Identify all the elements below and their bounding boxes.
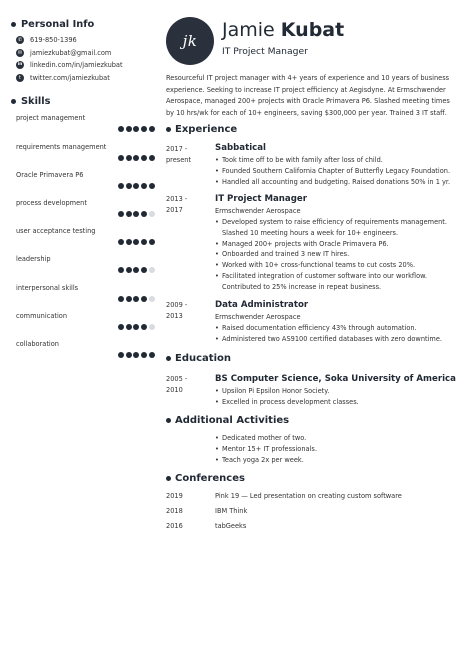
entry-date: [166, 300, 187, 322]
skill-name: communication: [16, 311, 67, 320]
bullet-item: • Facilitated integration of customer software into our workflow. Contributed to 25% increase in repeat business.: [215, 271, 455, 293]
entry-company: Ermschwender Aerospace: [215, 207, 301, 215]
twitter-text: twitter.com/jamiezkubat: [30, 74, 110, 83]
rating-dot-icon: [133, 239, 139, 245]
linkedin-text: linkedin.com/in/jamiezkubat: [30, 61, 123, 70]
rating-dot-icon: [126, 352, 132, 358]
email-text: jamiezkubat@gmail.com: [30, 48, 112, 57]
rating-dot-icon: [133, 324, 139, 330]
phone-text: 619-850-1396: [30, 36, 77, 45]
skill-item: [11, 199, 150, 227]
rating-dot-icon: [126, 267, 132, 273]
rating-dot-icon: [118, 211, 124, 217]
personal-info-title: Personal Info: [21, 18, 95, 30]
rating-dot-icon: [126, 296, 132, 302]
skill-name: interpersonal skills: [16, 283, 79, 292]
rating-dot-icon: [118, 324, 124, 330]
skill-item: [11, 255, 150, 283]
rating-dot-icon: [118, 239, 124, 245]
education-heading: [166, 353, 231, 364]
date-start: 2013 -: [166, 195, 188, 203]
rating-dot-icon: [149, 324, 155, 330]
rating-dot-icon: [118, 155, 124, 161]
date-end: present: [166, 156, 192, 164]
bullet-item: • Administered two AS9100 certified databases with zero downtime.: [215, 334, 455, 345]
phone-icon: ✆: [17, 37, 23, 44]
skill-rating: [118, 267, 156, 273]
bullet-item: • Worked with 10+ cross-functional teams to cut costs 20%.: [215, 260, 455, 271]
rating-dot-icon: [149, 126, 155, 132]
bullet-item: • Founded Southern California Chapter of Butterfly Legacy Foundation.: [215, 166, 455, 177]
skill-item: [11, 171, 150, 199]
contact-phone[interactable]: [16, 34, 150, 47]
experience-heading: [166, 124, 237, 135]
section-bullet-icon: [166, 418, 171, 423]
rating-dot-icon: [149, 211, 155, 217]
rating-dot-icon: [118, 267, 124, 273]
skill-rating: [118, 183, 156, 189]
conference-year: 2018: [166, 507, 183, 515]
rating-dot-icon: [149, 352, 155, 358]
avatar-initials: jk: [182, 32, 198, 50]
date-end: 2013: [166, 312, 183, 320]
conference-year: 2016: [166, 522, 183, 530]
bullet-item: • Managed 200+ projects with Oracle Primavera P6.: [215, 239, 455, 250]
conferences-title: Conferences: [175, 473, 245, 484]
section-bullet-icon: [166, 356, 171, 361]
experience-title: Experience: [175, 124, 238, 135]
conference-row: [166, 492, 456, 502]
conference-year: 2019: [166, 492, 183, 500]
skill-name: Oracle Primavera P6: [16, 170, 84, 179]
contact-twitter[interactable]: [16, 72, 150, 85]
skill-item: [11, 114, 150, 142]
skill-rating: [118, 211, 156, 217]
entry-bullets: [215, 155, 455, 187]
rating-dot-icon: [126, 211, 132, 217]
entry-role: IT Project Manager: [215, 194, 307, 204]
sidebar: [0, 0, 150, 670]
skill-rating: [118, 126, 156, 132]
skill-rating: [118, 155, 156, 161]
skill-item: [11, 284, 150, 312]
skill-rating: [118, 296, 156, 302]
activities-heading: [166, 415, 289, 426]
bullet-item: • Raised documentation efficiency 43% through automation.: [215, 323, 455, 334]
skill-name: process development: [16, 198, 87, 207]
entry-role: Sabbatical: [215, 143, 266, 153]
bullet-item: • Mentor 15+ IT professionals.: [215, 444, 455, 455]
bullet-item: • Handled all accounting and budgeting. Raised donations 50% in 1 yr.: [215, 177, 455, 188]
bullet-item: • Excelled in process development classes.: [215, 397, 455, 408]
skills-section: [11, 94, 150, 368]
section-bullet-icon: [11, 22, 16, 27]
conference-text: Pink 19 — Led presentation on creating custom software: [215, 492, 402, 500]
skill-item: [11, 340, 150, 368]
entry-bullets: [215, 323, 455, 345]
skill-name: leadership: [16, 255, 51, 264]
rating-dot-icon: [141, 267, 147, 273]
skill-item: [11, 312, 150, 340]
skills-heading: [11, 94, 150, 108]
entry-date: [166, 144, 191, 166]
section-bullet-icon: [166, 127, 171, 132]
skills-list: [11, 114, 150, 368]
rating-dot-icon: [133, 126, 139, 132]
rating-dot-icon: [118, 296, 124, 302]
education-bullets: [215, 386, 455, 408]
rating-dot-icon: [133, 183, 139, 189]
section-bullet-icon: [166, 476, 171, 481]
rating-dot-icon: [141, 296, 147, 302]
first-name: Jamie: [222, 19, 275, 41]
conference-row: [166, 522, 456, 532]
skill-item: [11, 143, 150, 171]
skill-name: project management: [16, 114, 86, 123]
education-title: Education: [175, 353, 231, 364]
rating-dot-icon: [133, 267, 139, 273]
job-title: IT Project Manager: [222, 46, 308, 57]
rating-dot-icon: [141, 126, 147, 132]
skill-name: requirements management: [16, 142, 107, 151]
contact-linkedin[interactable]: [16, 59, 150, 72]
conferences-heading: [166, 473, 245, 484]
rating-dot-icon: [133, 155, 139, 161]
rating-dot-icon: [126, 239, 132, 245]
skill-name: user acceptance testing: [16, 227, 96, 236]
date-start: 2017 -: [166, 145, 188, 153]
bullet-item: • Dedicated mother of two.: [215, 433, 455, 444]
personal-info-heading: [11, 17, 150, 31]
skill-rating: [118, 352, 156, 358]
entry-company: Ermschwender Aerospace: [215, 313, 301, 321]
rating-dot-icon: [118, 352, 124, 358]
conference-row: [166, 507, 456, 517]
email-icon: ✉: [17, 49, 23, 56]
candidate-name: [222, 19, 344, 41]
rating-dot-icon: [141, 324, 147, 330]
rating-dot-icon: [126, 155, 132, 161]
linkedin-icon: in: [17, 62, 23, 68]
rating-dot-icon: [126, 183, 132, 189]
rating-dot-icon: [149, 267, 155, 273]
entry-date: [166, 374, 187, 396]
rating-dot-icon: [149, 296, 155, 302]
rating-dot-icon: [126, 126, 132, 132]
bullet-item: • Teach yoga 2x per week.: [215, 455, 455, 466]
bullet-item: • Took time off to be with family after loss of child.: [215, 155, 455, 166]
entry-bullets: [215, 217, 455, 293]
rating-dot-icon: [118, 183, 124, 189]
date-end: 2017: [166, 206, 183, 214]
skill-name: collaboration: [16, 339, 59, 348]
conference-text: IBM Think: [215, 507, 248, 515]
rating-dot-icon: [141, 183, 147, 189]
rating-dot-icon: [141, 211, 147, 217]
summary: Resourceful IT project manager with 4+ years of experience and 10 years of business experience. Seeking to increase IT project efficiency at Aegisdyne. At Ermschwender Aerospace, managed 200+ projects with Oracle Primavera P6. Slashed meeting times by 10 hrs/wk for each of 10+ engineers, saving $300,000 per year. Trained 3 IT staff.: [166, 74, 450, 117]
bullet-item: • Onboarded and trained 3 new IT hires.: [215, 249, 455, 260]
rating-dot-icon: [133, 211, 139, 217]
rating-dot-icon: [149, 155, 155, 161]
entry-date: [166, 194, 187, 216]
date-end: 2010: [166, 386, 183, 394]
activities-title: Additional Activities: [175, 415, 290, 426]
rating-dot-icon: [149, 239, 155, 245]
bullet-item: • Developed system to raise efficiency of requirements management. Slashed 10 meeting hours a week for 10+ engineers.: [215, 217, 455, 239]
skill-rating: [118, 324, 156, 330]
contact-email[interactable]: [16, 47, 150, 60]
skills-title: Skills: [21, 95, 51, 107]
rating-dot-icon: [126, 324, 132, 330]
activities-bullets: [215, 433, 455, 465]
date-start: 2009 -: [166, 301, 188, 309]
entry-role: Data Administrator: [215, 300, 309, 310]
bullet-item: • Upsilon Pi Epsilon Honor Society.: [215, 386, 455, 397]
section-bullet-icon: [11, 99, 16, 104]
rating-dot-icon: [118, 126, 124, 132]
skill-item: [11, 227, 150, 255]
date-start: 2005 -: [166, 375, 188, 383]
avatar: [166, 17, 214, 65]
rating-dot-icon: [133, 352, 139, 358]
rating-dot-icon: [149, 183, 155, 189]
twitter-icon: t: [16, 74, 24, 82]
rating-dot-icon: [133, 296, 139, 302]
education-degree: BS Computer Science, Soka University of America: [215, 374, 456, 384]
rating-dot-icon: [141, 155, 147, 161]
rating-dot-icon: [141, 352, 147, 358]
last-name: Kubat: [280, 19, 345, 41]
skill-rating: [118, 239, 156, 245]
rating-dot-icon: [141, 239, 147, 245]
conference-text: tabGeeks: [215, 522, 247, 530]
